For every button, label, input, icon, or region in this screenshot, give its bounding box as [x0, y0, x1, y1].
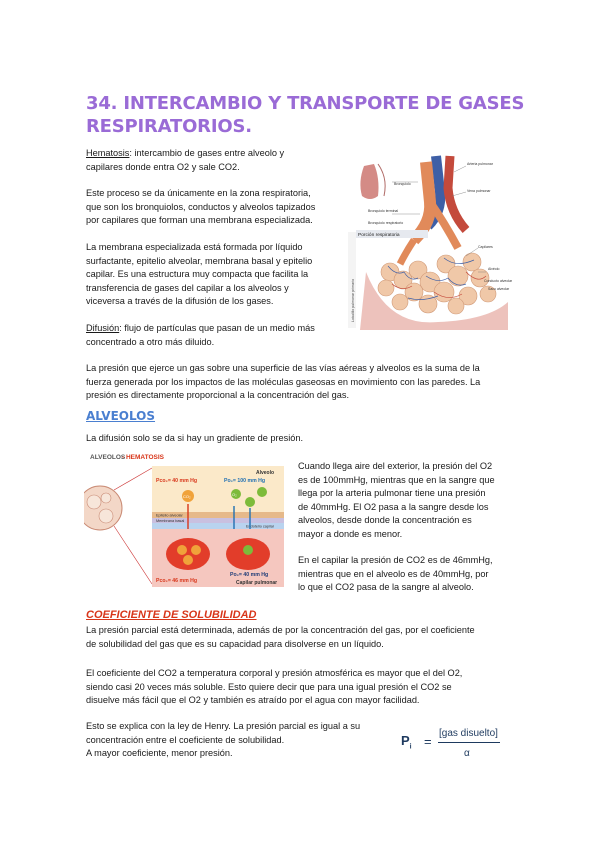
fig-pco2-alv: Pco₂= 40 mm Hg [156, 478, 198, 484]
fig-label: Bronquiolo terminal [368, 209, 399, 213]
fig-co2: CO₂ [183, 494, 191, 499]
fig-label: Bronquiolo [394, 182, 411, 186]
fig-epitelio: Epitelio alveolar [156, 513, 183, 518]
fig-label: Arteria pulmonar [467, 162, 493, 166]
text-line: presión es directamente proporcional a la concentración del gas. [86, 390, 350, 401]
text-line: que son los bronquiolos, conductos y alveolos tapizados [86, 201, 316, 212]
formula-fraction-bar [438, 742, 500, 743]
section-heading-alveolos: ALVEOLOS [86, 409, 156, 423]
text-line: mayor a donde es menor. [298, 528, 403, 539]
text-line: La presión que ejerce un gas sobre una superficie de las vías aéreas y alveolos es la suma de la [86, 363, 480, 373]
hematosis-figure-svg [84, 450, 290, 592]
co2-paragraph [86, 667, 516, 708]
text-line: concentración entre el coeficiente de solubilidad. [86, 734, 285, 745]
hematosis-illustration [84, 450, 290, 592]
text-line: capilar. Es una estructura muy compacta que facilita la [86, 269, 309, 280]
fig-label: Conducto alveolar [484, 279, 512, 283]
difusion-text-1: : flujo de partículas que pasan de un medio más [119, 323, 315, 333]
fig-po2-alv: Po₂= 100 mm Hg [224, 478, 266, 484]
text-line: La presión parcial está determinada, además de por la concentración del gas, por el coeficiente [86, 625, 475, 635]
parcial-paragraph [86, 624, 516, 651]
text-line: de solubilidad del gas que es su capacidad para disolverse en un líquido. [86, 638, 384, 649]
formula-lhs: $P_i$ [401, 733, 412, 751]
text-line: lo que el CO2 pasa de la sangre al alveolo. [298, 582, 474, 593]
fig-heading-a: ALVEOLOS [90, 454, 126, 461]
gradiente-paragraph: La difusión solo se da si hay un gradiente de presión. [86, 433, 304, 443]
fig-label: Vena pulmonar [467, 189, 491, 193]
fig-membrana: Membrana basal [156, 519, 185, 523]
fig-label: Bronquiolo respiratorio [368, 221, 404, 225]
fig-heading-b: - HEMATOSIS [122, 454, 165, 461]
text-line: siendo casi 20 veces más soluble. Esto quiere decir que para una igual presión el CO2 se [86, 681, 452, 692]
hematosis-term: Hematosis [86, 148, 130, 158]
text-line: surfactante, epitelio alveolar, membrana basal y epitelio [86, 255, 313, 266]
text-line: El coeficiente del CO2 a temperatura corporal y presión atmosférica es mayor que el del O2, [86, 668, 463, 678]
lung-illustration [348, 152, 512, 332]
text-line: Cuando llega aire del exterior, la presión del O2 [298, 461, 493, 471]
text-line: fuerza generada por los impactos de las moléculas gaseosas en movimiento con las paredes. La [86, 376, 481, 387]
text-line: llega por la arteria pulmonar tiene una presión [298, 488, 486, 499]
text-line: disuelve más fácil que el O2 y también es atraído por el agua con mayor facilidad. [86, 695, 420, 706]
text-line: alveolos, desde donde la concentración es [298, 515, 472, 526]
text-line: por capilares que forman una membrana especializada. [86, 215, 313, 226]
presion-paragraph [86, 362, 516, 403]
text-line: Esto se explica con la ley de Henry. La presión parcial es igual a su [86, 721, 361, 731]
text-line: La membrana especializada está formada por líquido [86, 242, 303, 252]
fig-label: Capilares [478, 245, 493, 249]
fig-capilar: Capilar pulmonar [236, 580, 278, 586]
lung-figure-svg [348, 152, 512, 332]
fig-label: Lobulillo pulmonar primario [351, 278, 355, 322]
aire-paragraph [298, 460, 520, 542]
henry-formula [394, 724, 506, 764]
section-heading-coeficiente: COEFICIENTE DE SOLUBILIDAD [86, 609, 257, 621]
text-line: transferencia de gases del capilar a los alveolos y [86, 282, 289, 293]
text-line: de 40mmHg. El O2 pasa a la sangre desde los [298, 501, 489, 512]
fig-endotelio: Endotelio capilar [246, 524, 275, 529]
page-title: 34. INTERCAMBIO Y TRANSPORTE DE GASES RESPIRATORIOS. [86, 93, 525, 137]
hematosis-text-1: : intercambio de gases entre alveolo y [129, 148, 285, 158]
text-line: es de 100mmHg, mientras que en la sangre que [298, 474, 495, 485]
fig-label: Alvéolo [488, 267, 500, 271]
fig-alveolo: Alveolo [256, 470, 275, 476]
text-line: A mayor coeficiente, menor presión. [86, 748, 233, 759]
difusion-text-2: concentrado a otro más diluido. [86, 336, 215, 347]
text-line: mientras que en el alveolo es de 40mmHg, por [298, 568, 489, 579]
zona-paragraph [86, 187, 346, 228]
text-line: Este proceso se da únicamente en la zona respiratoria, [86, 188, 311, 198]
fig-label: Saco alveolar [488, 287, 510, 291]
henry-paragraph [86, 720, 386, 761]
formula-numerator: [gas disuelto] [439, 728, 498, 739]
fig-pco2-cap: Pco₂= 46 mm Hg [156, 578, 198, 584]
hematosis-paragraph [86, 147, 346, 174]
difusion-term: Difusión [86, 323, 120, 333]
formula-equals: = [424, 734, 432, 749]
membrana-paragraph [86, 241, 346, 309]
capilar-paragraph [298, 554, 520, 595]
fig-label: Porción respiratoria [358, 233, 400, 238]
fig-po2-cap: Po₂= 40 mm Hg [230, 572, 269, 578]
text-line: viceversa a través de la difusión de los gases. [86, 296, 274, 307]
text-line: En el capilar la presión de CO2 es de 46mmHg, [298, 555, 493, 565]
hematosis-text-2: capilares donde entra O2 y sale CO2. [86, 161, 240, 172]
difusion-paragraph [86, 322, 366, 349]
fig-o2: O₂ [232, 492, 237, 497]
formula-denominator: α [464, 748, 470, 759]
